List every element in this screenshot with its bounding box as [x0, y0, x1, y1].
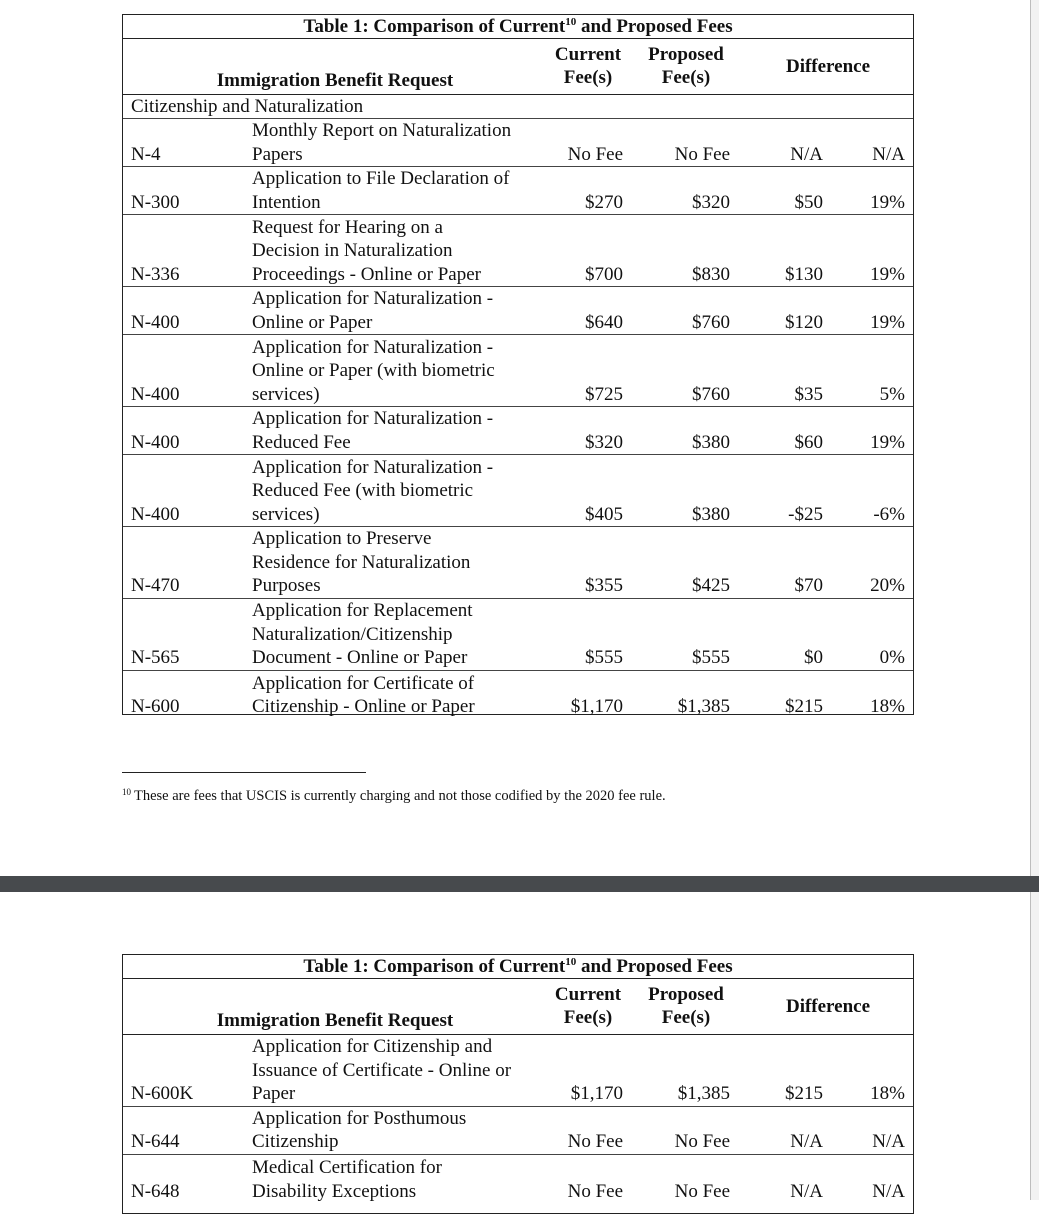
- difference-amount-cell: N/A: [790, 143, 823, 165]
- form-cell: N-600K: [131, 1083, 194, 1105]
- table-row: [123, 1035, 913, 1107]
- header-difference: Difference: [785, 56, 871, 77]
- header-benefit: Immigration Benefit Request: [216, 70, 454, 91]
- difference-percent-cell: 18%: [870, 1083, 905, 1105]
- difference-amount-cell: $70: [794, 575, 823, 597]
- table-row: [123, 671, 913, 719]
- difference-percent-cell: N/A: [872, 1131, 905, 1153]
- form-cell: N-336: [131, 263, 180, 285]
- proposed-fee-cell: $555: [692, 647, 730, 669]
- difference-amount-cell: $60: [794, 431, 823, 453]
- difference-amount-cell: N/A: [790, 1180, 823, 1202]
- difference-percent-cell: 19%: [870, 191, 905, 213]
- difference-percent-cell: 19%: [870, 431, 905, 453]
- difference-percent-cell: 19%: [870, 311, 905, 333]
- current-fee-cell: $700: [585, 263, 623, 285]
- footnote: [122, 787, 666, 805]
- fee-comparison-table: [122, 14, 914, 718]
- table-row: [123, 287, 913, 335]
- proposed-fee-cell: $380: [692, 431, 730, 453]
- table-row: [123, 599, 913, 671]
- difference-amount-cell: $0: [804, 647, 823, 669]
- scrollbar-track[interactable]: [1030, 892, 1039, 1200]
- description-cell: Application for Naturalization - Reduced Fee: [252, 408, 494, 453]
- current-fee-cell: $640: [585, 311, 623, 333]
- table-row: [123, 455, 913, 527]
- proposed-fee-cell: $830: [692, 263, 730, 285]
- description-cell: Application for Naturalization - Online or Paper (with biometric services): [252, 336, 495, 405]
- form-cell: N-4: [131, 143, 161, 165]
- form-cell: N-300: [131, 191, 180, 213]
- table-row: [123, 1155, 913, 1203]
- difference-amount-cell: $130: [785, 263, 823, 285]
- table-title: [123, 15, 913, 39]
- header-benefit: Immigration Benefit Request: [216, 1010, 454, 1031]
- header-difference: Difference: [785, 996, 871, 1017]
- description-cell: Application to File Declaration of Intention: [252, 168, 510, 213]
- description-cell: Application for Citizenship and Issuance of Certificate - Online or Paper: [252, 1036, 512, 1105]
- current-fee-cell: $1,170: [570, 696, 623, 718]
- difference-percent-cell: 18%: [870, 696, 905, 718]
- footnote-separator: [122, 772, 366, 773]
- proposed-fee-cell: No Fee: [674, 1131, 730, 1153]
- difference-percent-cell: 19%: [870, 263, 905, 285]
- description-cell: Application for Naturalization - Online or Paper: [252, 288, 494, 333]
- description-cell: Application to Preserve Residence for Naturalization Purposes: [252, 528, 471, 597]
- header-current-fee: Current Fee(s): [554, 44, 622, 88]
- scrollbar-track[interactable]: [1030, 0, 1039, 876]
- table-row: [123, 407, 913, 455]
- difference-percent-cell: -6%: [873, 503, 905, 525]
- form-cell: N-400: [131, 311, 180, 333]
- table-row: [123, 527, 913, 599]
- proposed-fee-cell: $1,385: [677, 1083, 730, 1105]
- form-cell: N-400: [131, 503, 180, 525]
- current-fee-cell: $555: [585, 647, 623, 669]
- difference-amount-cell: $50: [794, 191, 823, 213]
- form-cell: N-644: [131, 1131, 180, 1153]
- difference-percent-cell: 0%: [879, 647, 905, 669]
- proposed-fee-cell: No Fee: [674, 1180, 730, 1202]
- form-cell: N-600: [131, 696, 180, 718]
- table-title: [123, 955, 913, 979]
- table-row: [123, 167, 913, 215]
- table-title-suffix: and Proposed Fees: [576, 16, 733, 37]
- table-header: [123, 979, 913, 1035]
- difference-percent-cell: 5%: [879, 383, 905, 405]
- footnote-ref: 10: [565, 956, 577, 968]
- current-fee-cell: No Fee: [567, 1131, 623, 1153]
- description-cell: Application for Replacement Naturalization/Citizenship Document - Online or Paper: [252, 600, 473, 669]
- description-cell: Request for Hearing on a Decision in Naturalization Proceedings - Online or Paper: [252, 216, 481, 285]
- difference-amount-cell: $120: [785, 311, 823, 333]
- description-cell: Medical Certification for Disability Exceptions: [252, 1157, 442, 1202]
- table-header: [123, 39, 913, 95]
- current-fee-cell: No Fee: [567, 1180, 623, 1202]
- current-fee-cell: No Fee: [567, 143, 623, 165]
- description-cell: Application for Posthumous Citizenship: [252, 1107, 467, 1153]
- document-page-2: [0, 892, 1039, 1200]
- table-row: [123, 119, 913, 167]
- current-fee-cell: $405: [585, 503, 623, 525]
- fee-comparison-table-continued: [122, 954, 914, 1214]
- header-proposed-fee: Proposed Fee(s): [648, 984, 724, 1028]
- proposed-fee-cell: $760: [692, 383, 730, 405]
- page-gap: [0, 876, 1039, 892]
- footnote-number: 10: [122, 787, 131, 797]
- current-fee-cell: $320: [585, 431, 623, 453]
- table-title-prefix: Table 1: Comparison of Current: [303, 16, 566, 37]
- difference-amount-cell: $35: [794, 383, 823, 405]
- difference-amount-cell: N/A: [790, 1131, 823, 1153]
- proposed-fee-cell: $1,385: [677, 696, 730, 718]
- difference-amount-cell: -$25: [788, 503, 823, 525]
- current-fee-cell: $270: [585, 191, 623, 213]
- header-current-fee: Current Fee(s): [554, 984, 622, 1028]
- proposed-fee-cell: $380: [692, 503, 730, 525]
- proposed-fee-cell: $425: [692, 575, 730, 597]
- current-fee-cell: $1,170: [570, 1083, 623, 1105]
- difference-percent-cell: N/A: [872, 143, 905, 165]
- description-cell: Monthly Report on Naturalization Papers: [252, 120, 512, 165]
- difference-percent-cell: 20%: [870, 575, 905, 597]
- difference-percent-cell: N/A: [872, 1180, 905, 1202]
- current-fee-cell: $355: [585, 575, 623, 597]
- header-proposed-fee: Proposed Fee(s): [648, 44, 724, 88]
- proposed-fee-cell: $320: [692, 191, 730, 213]
- current-fee-cell: $725: [585, 383, 623, 405]
- footnote-text: These are fees that USCIS is currently charging and not those codified by the 2020 fee rule.: [134, 788, 666, 804]
- form-cell: N-400: [131, 383, 180, 405]
- description-cell: Application for Certificate of Citizenship - Online or Paper: [252, 672, 475, 718]
- difference-amount-cell: $215: [785, 1083, 823, 1105]
- proposed-fee-cell: $760: [692, 311, 730, 333]
- form-cell: N-648: [131, 1180, 180, 1202]
- form-cell: N-470: [131, 575, 180, 597]
- form-cell: N-565: [131, 647, 180, 669]
- proposed-fee-cell: No Fee: [674, 143, 730, 165]
- difference-amount-cell: $215: [785, 696, 823, 718]
- table-title-prefix: Table 1: Comparison of Current: [303, 956, 566, 977]
- table-row: [123, 335, 913, 407]
- footnote-ref: 10: [565, 16, 577, 28]
- section-row: Citizenship and Naturalization: [123, 95, 913, 119]
- description-cell: Application for Naturalization - Reduced Fee (with biometric services): [252, 456, 494, 525]
- table-title-suffix: and Proposed Fees: [576, 956, 733, 977]
- table-row: [123, 215, 913, 287]
- table-row: [123, 1107, 913, 1155]
- form-cell: N-400: [131, 431, 180, 453]
